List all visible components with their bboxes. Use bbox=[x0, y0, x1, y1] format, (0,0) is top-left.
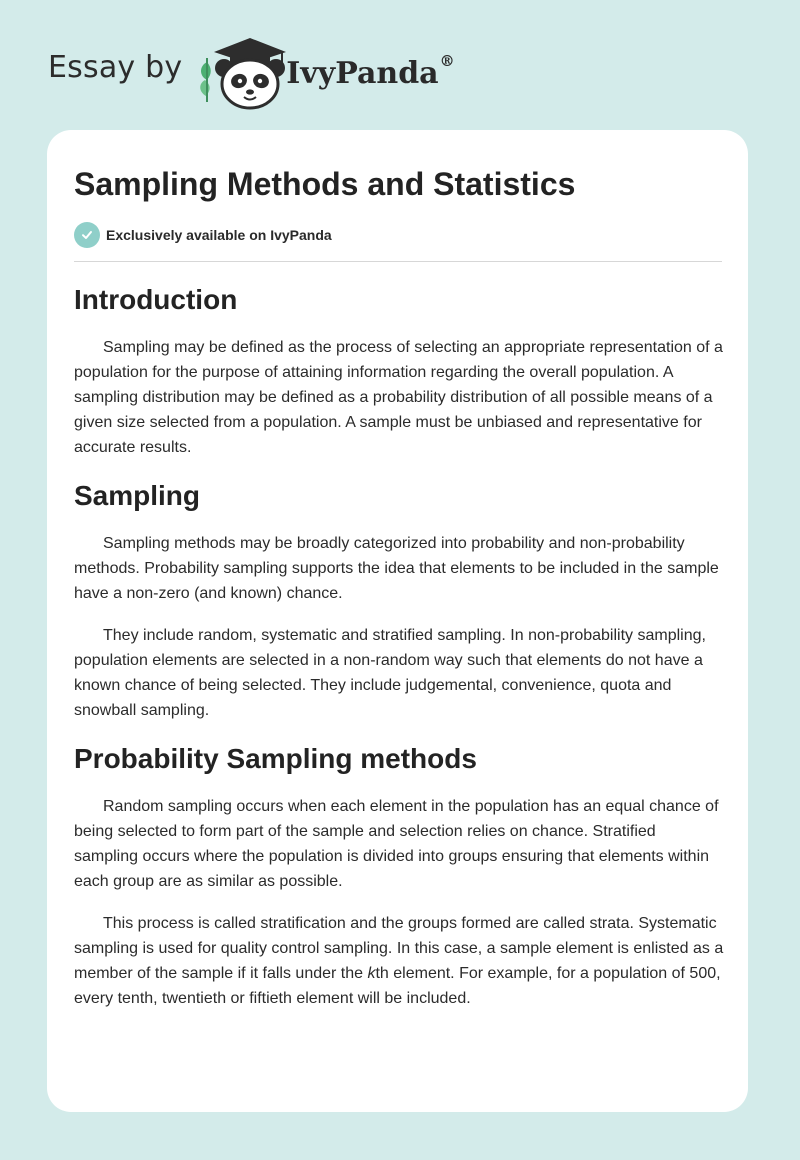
paragraph-text-before: This process is called stratification and the groups formed are called strata. Systematic sampling is used for quality control sampling. In this case, a sample element is enlisted as a member of the sample if it falls under the bbox=[74, 915, 724, 982]
paragraph: Sampling may be defined as the process of selecting an appropriate representation of a population for the purpose of attaining information regarding the overall population. A sampling distribution may be defined as a probability distribution of all possible means of a given size selected from a population. A sample must be unbiased and representative for accurate results. bbox=[74, 339, 723, 456]
italic-k: k bbox=[367, 965, 376, 982]
badge-label: Exclusively available on IvyPanda bbox=[106, 227, 332, 243]
section-heading: Sampling bbox=[74, 480, 201, 511]
registered-mark: ® bbox=[439, 51, 455, 70]
title-divider bbox=[74, 261, 722, 262]
paragraph: They include random, systematic and stratified sampling. In non-probability sampling, population elements are selected in a non-random way such that elements do not have a known chance of being selected. They include judgemental, convenience, quota and snowball sampling. bbox=[74, 627, 706, 719]
paragraph: Sampling methods may be broadly categorized into probability and non-probability methods. Probability sampling supports the idea that elements to be included in the sample have a non-zero (and known) chance. bbox=[74, 535, 719, 602]
section-introduction bbox=[74, 282, 724, 460]
paragraph: Random sampling occurs when each element in the population has an equal chance of being selected to form part of the sample and selection relies on chance. Stratified sampling occurs where the population is divided into groups ensuring that elements within each group are as similar as possible. bbox=[74, 798, 719, 890]
section-sampling bbox=[74, 478, 724, 723]
site-header bbox=[48, 30, 455, 112]
section-heading: Introduction bbox=[74, 284, 238, 315]
essay-card bbox=[47, 130, 748, 1112]
exclusive-badge bbox=[74, 221, 724, 249]
essay-content bbox=[74, 164, 724, 1011]
paragraph-text-after: th element. For example, for a population of 500, every tenth, twentieth or fiftieth element will be included. bbox=[74, 965, 721, 1007]
paragraph-with-italic bbox=[74, 911, 724, 1011]
essay-by-label: Essay by bbox=[48, 49, 183, 85]
brand-name[interactable]: IvyPanda® bbox=[286, 51, 455, 91]
section-heading: Probability Sampling methods bbox=[74, 743, 477, 774]
page-title: Sampling Methods and Statistics bbox=[74, 166, 576, 202]
check-icon bbox=[74, 222, 100, 248]
panda-logo-icon[interactable] bbox=[194, 28, 290, 110]
section-probability-sampling-methods bbox=[74, 741, 724, 1011]
